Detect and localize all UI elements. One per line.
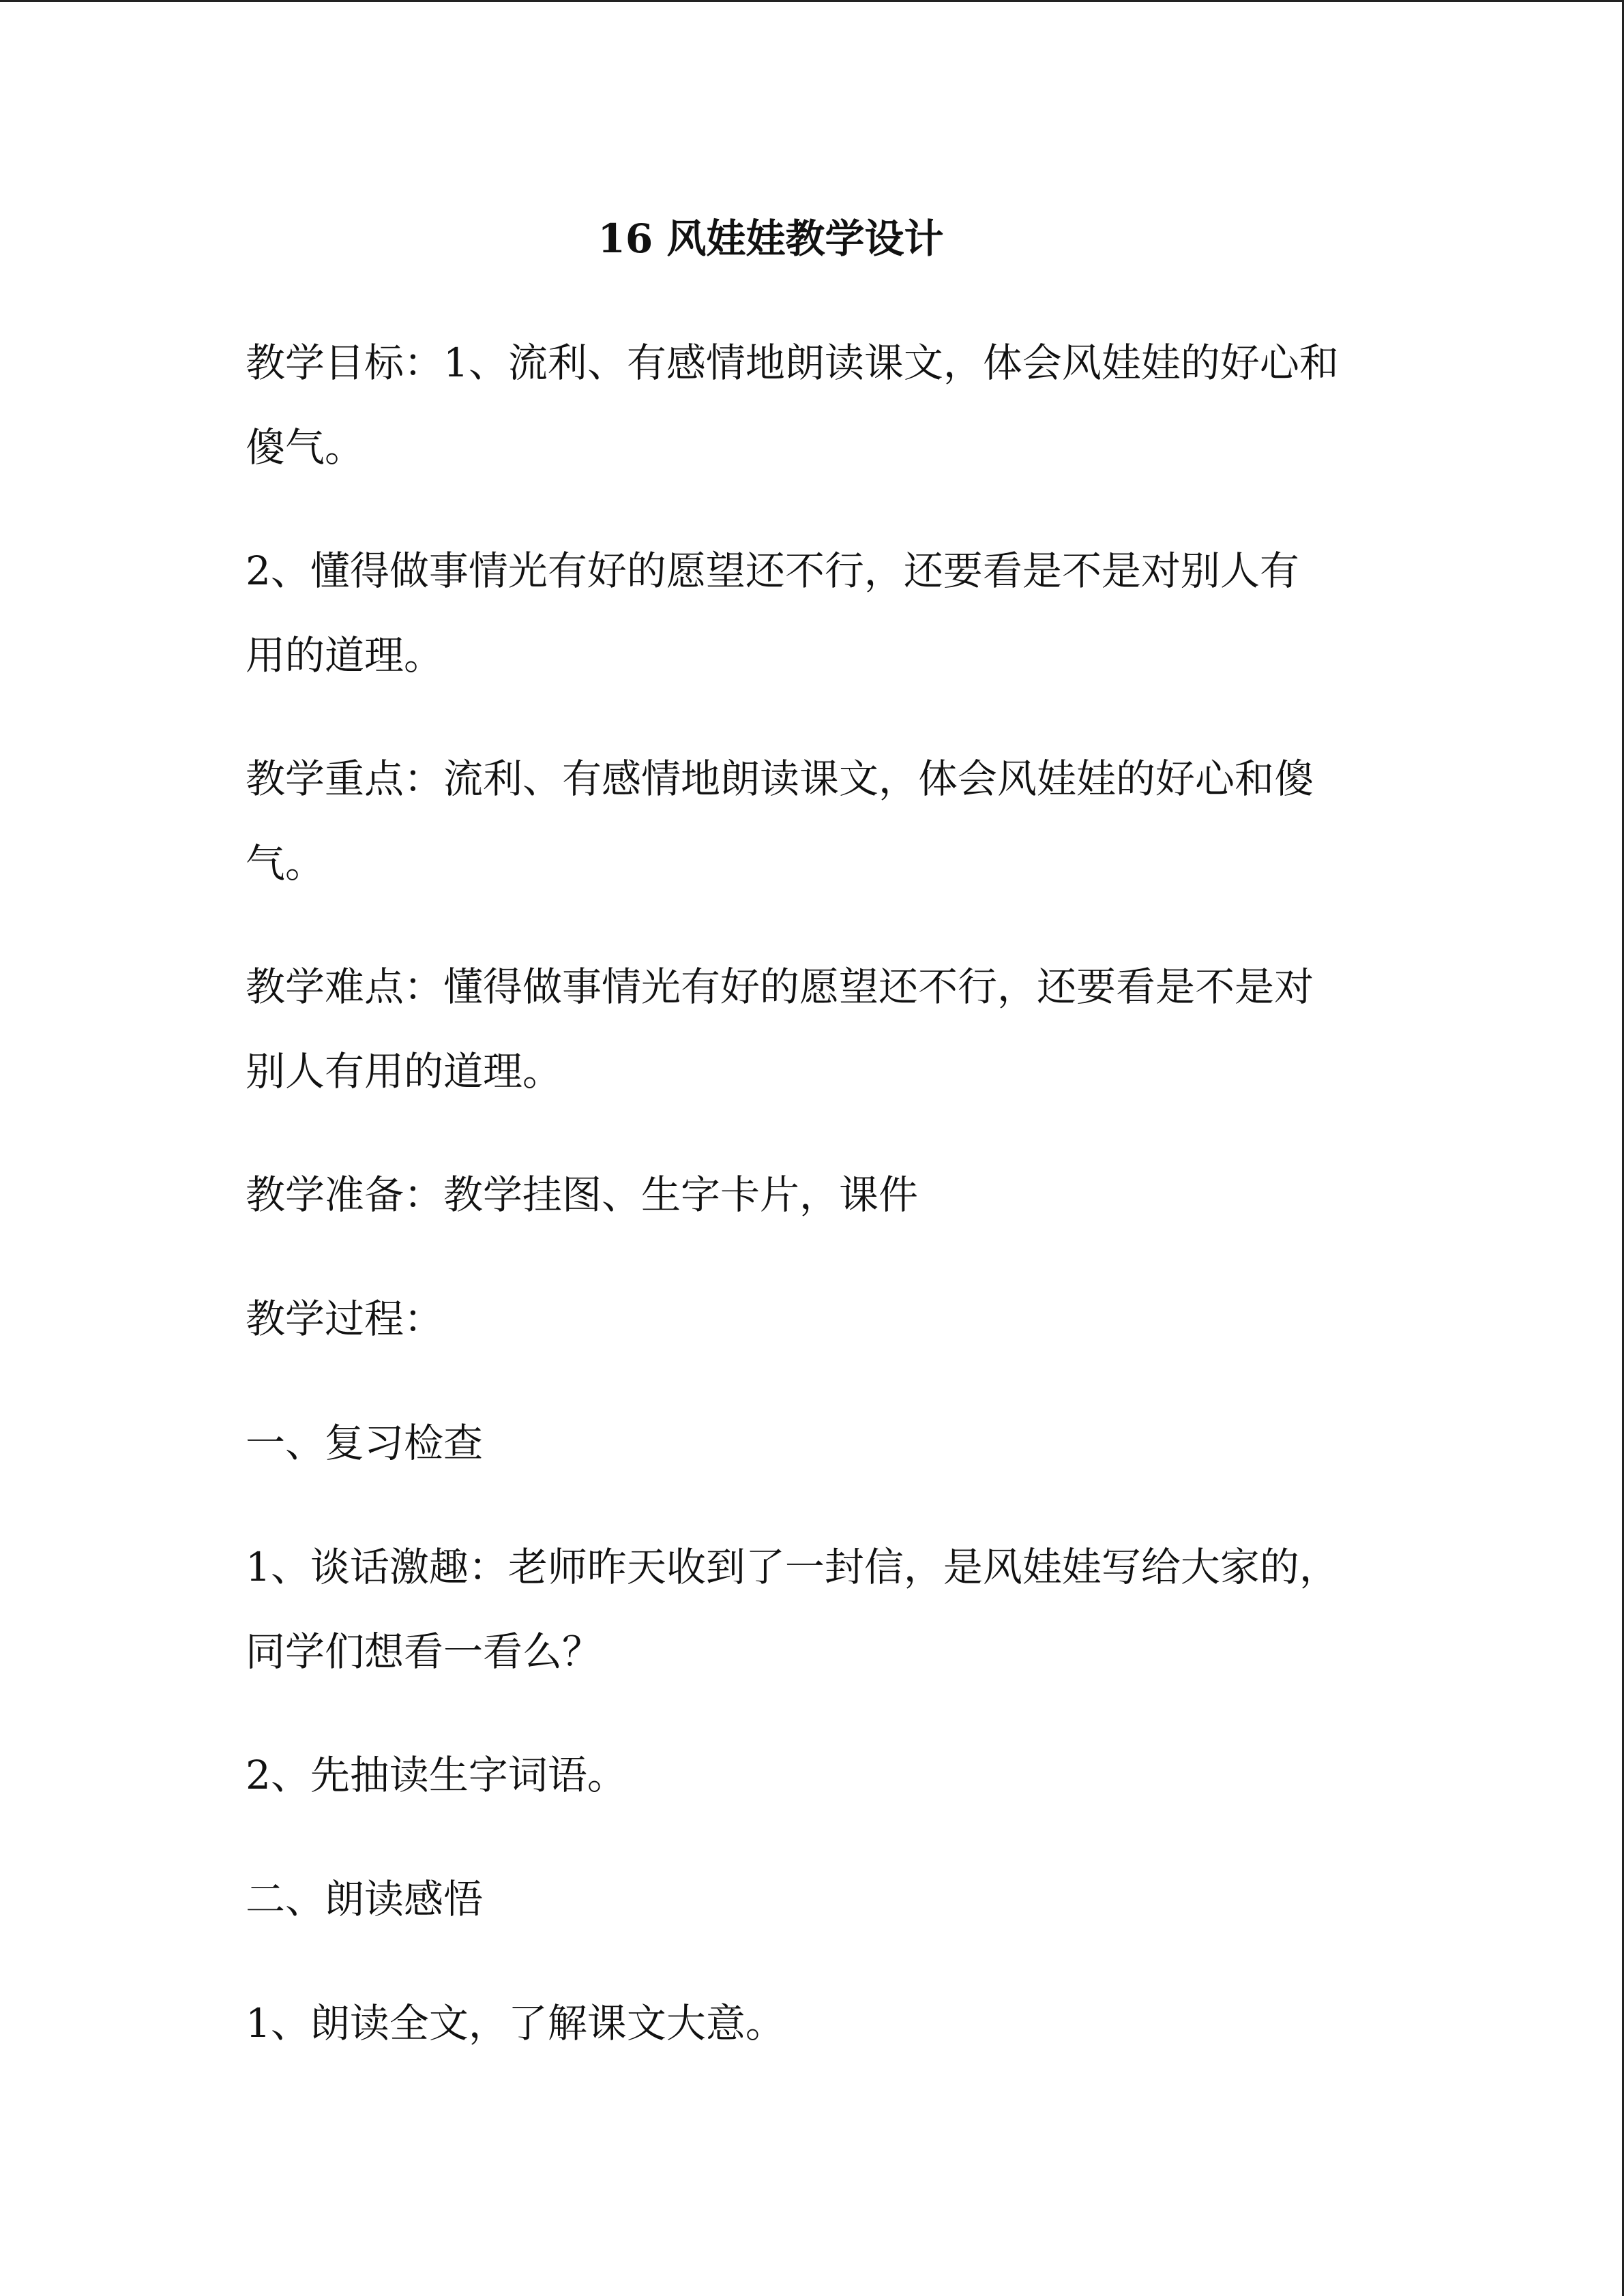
page-border-top bbox=[0, 0, 1624, 2]
paragraph-goal-2 bbox=[246, 528, 1378, 698]
paragraph-process-heading bbox=[246, 1277, 1378, 1361]
paragraph-line: 1、朗读全文，了解课文大意。 bbox=[246, 2000, 785, 2046]
paragraph-line: 1、谈话激趣：老师昨天收到了一封信，是风娃娃写给大家的， bbox=[246, 1544, 1339, 1590]
paragraph-step-1 bbox=[246, 1525, 1378, 1694]
paragraph-line: 傻气。 bbox=[246, 424, 365, 471]
paragraph-step-2 bbox=[246, 1733, 1378, 1817]
document-title: 16 风娃娃教学设计 bbox=[597, 215, 944, 262]
paragraph-line: 教学过程： bbox=[246, 1296, 444, 1342]
section-heading-reading bbox=[246, 1857, 1378, 1941]
paragraph-line: 2、懂得做事情光有好的愿望还不行，还要看是不是对别人有 bbox=[246, 548, 1299, 594]
paragraph-teaching-goals bbox=[246, 320, 1378, 490]
paragraph-reading-step-1 bbox=[246, 1981, 1378, 2066]
paragraph-line: 同学们想看一看么？ bbox=[246, 1628, 602, 1675]
paragraph-line: 二、朗读感悟 bbox=[246, 1876, 484, 1922]
paragraph-line: 别人有用的道理。 bbox=[246, 1048, 563, 1094]
paragraph-line: 教学难点：懂得做事情光有好的愿望还不行，还要看是不是对 bbox=[246, 964, 1314, 1010]
paragraph-line: 2、先抽读生字词语。 bbox=[246, 1752, 627, 1798]
section-heading-review bbox=[246, 1401, 1378, 1485]
paragraph-line: 一、复习检查 bbox=[246, 1420, 484, 1466]
paragraph-key-points bbox=[246, 736, 1378, 906]
paragraph-line: 用的道理。 bbox=[246, 632, 444, 679]
paragraph-line: 教学准备：教学挂图、生字卡片，课件 bbox=[246, 1172, 919, 1218]
paragraph-line: 教学目标：1、流利、有感情地朗读课文，体会风娃娃的好心和 bbox=[246, 340, 1339, 386]
paragraph-line: 教学重点：流利、有感情地朗读课文，体会风娃娃的好心和傻 bbox=[246, 756, 1314, 802]
paragraph-difficulties bbox=[246, 944, 1378, 1114]
paragraph-line: 气。 bbox=[246, 840, 325, 886]
paragraph-preparation bbox=[246, 1152, 1378, 1237]
